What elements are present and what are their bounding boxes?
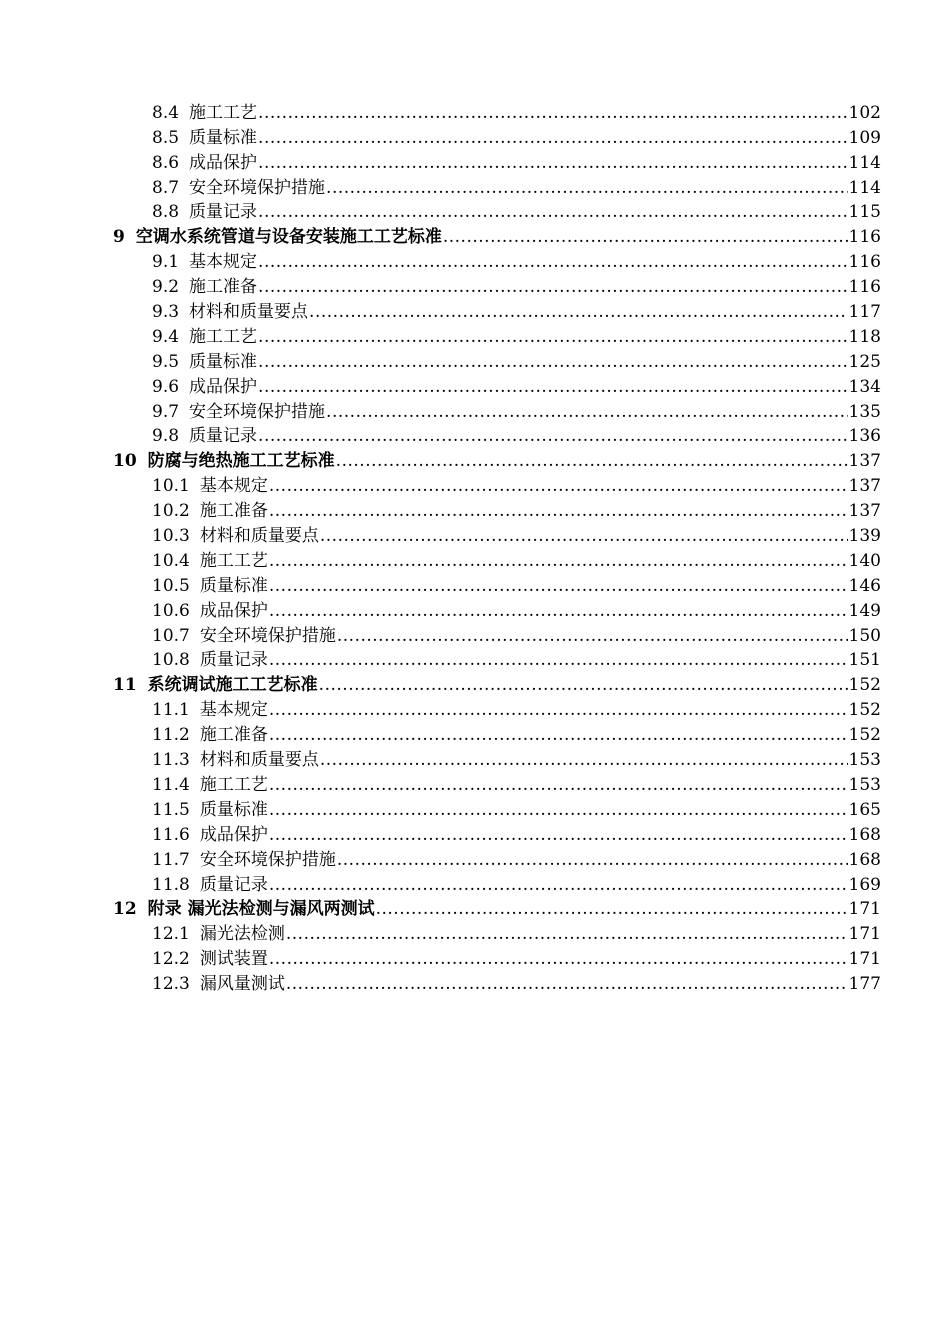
toc-entry-title: 安全环境保护措施 <box>189 401 326 422</box>
toc-entry-title: 施工工艺 <box>189 102 258 123</box>
toc-entry-title: 基本规定 <box>189 252 258 273</box>
toc-entry-heading <box>152 252 257 272</box>
toc-section-entry[interactable] <box>0 944 950 969</box>
dot-leader <box>269 875 848 895</box>
toc-entry-heading <box>152 875 268 895</box>
toc-page-number: 152 <box>848 700 881 721</box>
dot-leader <box>337 626 848 646</box>
toc-section-entry[interactable] <box>0 770 950 795</box>
dot-leader <box>258 426 848 446</box>
toc-entry-heading <box>152 402 325 422</box>
toc-entry-number: 11.2 <box>152 725 190 746</box>
dot-leader <box>286 924 848 944</box>
toc-entry-number: 11.3 <box>152 750 190 771</box>
toc-entry-title: 质量标准 <box>199 799 268 820</box>
toc-entry-number: 9.2 <box>152 277 180 298</box>
toc-page-number: 136 <box>848 426 881 447</box>
dot-leader <box>320 750 848 770</box>
toc-entry-title: 材料和质量要点 <box>199 750 319 771</box>
dot-leader <box>269 650 848 670</box>
toc-section-entry[interactable] <box>0 372 950 397</box>
dot-leader <box>269 825 848 845</box>
toc-entry-heading <box>152 850 336 870</box>
toc-entry-title: 质量记录 <box>189 426 258 447</box>
dot-leader <box>269 551 848 571</box>
dot-leader <box>286 974 848 994</box>
toc-page-number: 171 <box>848 924 881 945</box>
toc-entry-heading <box>152 750 319 770</box>
toc-page-number: 117 <box>848 302 881 323</box>
toc-entry-number: 12.2 <box>152 949 190 970</box>
toc-page-number: 118 <box>848 326 881 347</box>
toc-entry-title: 施工工艺 <box>199 550 268 571</box>
toc-entry-title: 基本规定 <box>199 700 268 721</box>
toc-entry-number: 11.7 <box>152 849 190 870</box>
toc-entry-number: 11.5 <box>152 799 190 820</box>
toc-page-number: 116 <box>848 227 881 248</box>
toc-entry-title: 附录 漏光法检测与漏风两测试 <box>147 899 375 920</box>
toc-entry-title: 防腐与绝热施工工艺标准 <box>147 451 335 472</box>
toc-page-number: 165 <box>848 799 881 820</box>
toc-entry-title: 空调水系统管道与设备安装施工工艺标准 <box>135 227 442 248</box>
table-of-contents <box>0 98 950 994</box>
toc-entry-title: 安全环境保护措施 <box>199 849 336 870</box>
toc-entry-number: 10.5 <box>152 575 190 596</box>
toc-entry-title: 施工准备 <box>199 501 268 522</box>
dot-leader <box>309 302 848 322</box>
toc-entry-number: 11 <box>113 675 137 696</box>
dot-leader <box>443 227 848 247</box>
dot-leader <box>269 576 848 596</box>
dot-leader <box>258 327 848 347</box>
toc-section-entry[interactable] <box>0 695 950 720</box>
toc-section-entry[interactable] <box>0 397 950 422</box>
dot-leader <box>269 949 848 969</box>
toc-section-entry[interactable] <box>0 571 950 596</box>
dot-leader <box>336 451 848 471</box>
toc-entry-number: 11.8 <box>152 874 190 895</box>
toc-section-entry[interactable] <box>0 521 950 546</box>
toc-entry-number: 12.1 <box>152 924 190 945</box>
toc-chapter-entry[interactable] <box>0 895 950 920</box>
toc-entry-number: 8.6 <box>152 152 180 173</box>
toc-page-number: 168 <box>848 849 881 870</box>
toc-page-number: 114 <box>848 152 881 173</box>
toc-entry-heading <box>152 327 257 347</box>
toc-entry-title: 系统调试施工工艺标准 <box>147 675 318 696</box>
toc-section-entry[interactable] <box>0 646 950 671</box>
toc-entry-heading <box>152 103 257 123</box>
toc-page-number: 135 <box>848 401 881 422</box>
toc-entry-heading <box>152 178 325 198</box>
toc-page-number: 137 <box>848 501 881 522</box>
toc-section-entry[interactable] <box>0 347 950 372</box>
toc-page-number: 140 <box>848 550 881 571</box>
toc-section-entry[interactable] <box>0 322 950 347</box>
toc-entry-number: 10.1 <box>152 476 190 497</box>
toc-section-entry[interactable] <box>0 297 950 322</box>
dot-leader <box>269 725 848 745</box>
toc-entry-title: 质量记录 <box>189 202 258 223</box>
toc-entry-number: 8.4 <box>152 102 180 123</box>
toc-section-entry[interactable] <box>0 546 950 571</box>
dot-leader <box>269 800 848 820</box>
toc-entry-heading <box>152 601 268 621</box>
toc-entry-heading <box>152 725 268 745</box>
toc-section-entry[interactable] <box>0 272 950 297</box>
toc-page-number: 109 <box>848 127 881 148</box>
toc-page-number: 116 <box>848 277 881 298</box>
toc-page-number: 134 <box>848 376 881 397</box>
toc-entry-title: 成品保护 <box>189 152 258 173</box>
dot-leader <box>258 202 848 222</box>
toc-entry-title: 成品保护 <box>189 376 258 397</box>
toc-entry-heading <box>152 949 268 969</box>
toc-entry-number: 9 <box>113 227 125 248</box>
toc-page-number: 137 <box>848 451 881 472</box>
dot-leader <box>320 526 848 546</box>
toc-entry-number: 10.3 <box>152 526 190 547</box>
toc-entry-title: 施工工艺 <box>189 326 258 347</box>
toc-page-number: 171 <box>848 899 881 920</box>
toc-entry-title: 施工准备 <box>199 725 268 746</box>
toc-section-entry[interactable] <box>0 795 950 820</box>
toc-page-number: 153 <box>848 750 881 771</box>
toc-entry-number: 9.3 <box>152 302 180 323</box>
toc-entry-heading <box>152 352 257 372</box>
toc-entry-heading <box>113 675 318 695</box>
toc-entry-heading <box>152 650 268 670</box>
dot-leader <box>258 352 848 372</box>
toc-entry-number: 10.7 <box>152 625 190 646</box>
toc-section-entry[interactable] <box>0 496 950 521</box>
toc-entry-heading <box>152 974 285 994</box>
toc-chapter-entry[interactable] <box>0 446 950 471</box>
toc-entry-number: 11.4 <box>152 774 190 795</box>
toc-page-number: 152 <box>848 675 881 696</box>
toc-section-entry[interactable] <box>0 148 950 173</box>
toc-entry-heading <box>113 451 335 471</box>
dot-leader <box>269 476 848 496</box>
dot-leader <box>258 103 848 123</box>
toc-entry-number: 9.8 <box>152 426 180 447</box>
toc-entry-title: 漏光法检测 <box>199 924 285 945</box>
toc-entry-heading <box>152 377 257 397</box>
dot-leader <box>337 850 848 870</box>
toc-page-number: 177 <box>848 974 881 995</box>
toc-page-number: 115 <box>848 202 881 223</box>
dot-leader <box>258 153 848 173</box>
toc-section-entry[interactable] <box>0 720 950 745</box>
toc-entry-title: 质量记录 <box>199 874 268 895</box>
toc-entry-heading <box>152 202 257 222</box>
toc-page-number: 171 <box>848 949 881 970</box>
toc-entry-heading <box>152 526 319 546</box>
dot-leader <box>258 377 848 397</box>
toc-chapter-entry[interactable] <box>0 222 950 247</box>
toc-entry-heading <box>113 227 442 247</box>
toc-entry-number: 8.5 <box>152 127 180 148</box>
toc-entry-number: 10.4 <box>152 550 190 571</box>
toc-section-entry[interactable] <box>0 198 950 223</box>
toc-entry-title: 测试装置 <box>199 949 268 970</box>
dot-leader <box>319 675 848 695</box>
toc-entry-title: 质量标准 <box>189 127 258 148</box>
toc-entry-number: 10.6 <box>152 600 190 621</box>
toc-section-entry[interactable] <box>0 870 950 895</box>
dot-leader <box>326 402 848 422</box>
toc-section-entry[interactable] <box>0 919 950 944</box>
toc-entry-title: 质量标准 <box>199 575 268 596</box>
toc-page-number: 151 <box>848 650 881 671</box>
toc-entry-heading <box>152 501 268 521</box>
toc-entry-title: 材料和质量要点 <box>199 526 319 547</box>
toc-entry-title: 成品保护 <box>199 600 268 621</box>
toc-entry-heading <box>152 277 257 297</box>
toc-entry-title: 基本规定 <box>199 476 268 497</box>
toc-entry-title: 质量记录 <box>199 650 268 671</box>
toc-entry-heading <box>113 899 375 919</box>
toc-entry-number: 9.6 <box>152 376 180 397</box>
toc-entry-number: 9.5 <box>152 351 180 372</box>
toc-entry-heading <box>152 924 285 944</box>
dot-leader <box>326 178 848 198</box>
toc-entry-heading <box>152 626 336 646</box>
toc-entry-heading <box>152 426 257 446</box>
dot-leader <box>258 252 848 272</box>
toc-section-entry[interactable] <box>0 471 950 496</box>
toc-section-entry[interactable] <box>0 173 950 198</box>
dot-leader <box>269 700 848 720</box>
dot-leader <box>258 277 848 297</box>
toc-entry-heading <box>152 800 268 820</box>
toc-page-number: 146 <box>848 575 881 596</box>
toc-page-number: 125 <box>848 351 881 372</box>
toc-page-number: 114 <box>848 177 881 198</box>
toc-section-entry[interactable] <box>0 123 950 148</box>
toc-entry-number: 12.3 <box>152 974 190 995</box>
toc-entry-number: 11.6 <box>152 824 190 845</box>
toc-section-entry[interactable] <box>0 845 950 870</box>
toc-page-number: 153 <box>848 774 881 795</box>
toc-section-entry[interactable] <box>0 247 950 272</box>
dot-leader <box>376 899 848 919</box>
toc-entry-title: 施工准备 <box>189 277 258 298</box>
dot-leader <box>258 128 848 148</box>
toc-page-number: 150 <box>848 625 881 646</box>
dot-leader <box>269 775 848 795</box>
toc-page-number: 116 <box>848 252 881 273</box>
dot-leader <box>269 601 848 621</box>
toc-entry-title: 成品保护 <box>199 824 268 845</box>
toc-entry-heading <box>152 825 268 845</box>
toc-entry-title: 质量标准 <box>189 351 258 372</box>
toc-page-number: 169 <box>848 874 881 895</box>
toc-entry-heading <box>152 576 268 596</box>
dot-leader <box>269 501 848 521</box>
toc-page-number: 149 <box>848 600 881 621</box>
toc-page-number: 152 <box>848 725 881 746</box>
toc-section-entry[interactable] <box>0 745 950 770</box>
toc-section-entry[interactable] <box>0 98 950 123</box>
toc-section-entry[interactable] <box>0 596 950 621</box>
toc-entry-number: 9.1 <box>152 252 180 273</box>
toc-entry-heading <box>152 302 308 322</box>
toc-section-entry[interactable] <box>0 820 950 845</box>
toc-chapter-entry[interactable] <box>0 670 950 695</box>
toc-entry-title: 安全环境保护措施 <box>189 177 326 198</box>
toc-section-entry[interactable] <box>0 969 950 994</box>
toc-entry-title: 安全环境保护措施 <box>199 625 336 646</box>
toc-entry-number: 8.8 <box>152 202 180 223</box>
toc-entry-number: 10 <box>113 451 137 472</box>
toc-entry-heading <box>152 128 257 148</box>
toc-entry-title: 施工工艺 <box>199 774 268 795</box>
toc-entry-number: 8.7 <box>152 177 180 198</box>
toc-entry-heading <box>152 476 268 496</box>
toc-entry-number: 9.7 <box>152 401 180 422</box>
toc-entry-heading <box>152 775 268 795</box>
toc-entry-title: 材料和质量要点 <box>189 302 309 323</box>
toc-entry-number: 9.4 <box>152 326 180 347</box>
toc-section-entry[interactable] <box>0 621 950 646</box>
toc-section-entry[interactable] <box>0 422 950 447</box>
toc-entry-number: 11.1 <box>152 700 190 721</box>
toc-entry-number: 10.8 <box>152 650 190 671</box>
toc-entry-heading <box>152 153 257 173</box>
toc-entry-heading <box>152 551 268 571</box>
toc-page-number: 168 <box>848 824 881 845</box>
toc-page-number: 102 <box>848 102 881 123</box>
toc-entry-number: 12 <box>113 899 137 920</box>
toc-entry-number: 10.2 <box>152 501 190 522</box>
toc-page-number: 137 <box>848 476 881 497</box>
toc-entry-title: 漏风量测试 <box>199 974 285 995</box>
toc-page-number: 139 <box>848 526 881 547</box>
toc-entry-heading <box>152 700 268 720</box>
